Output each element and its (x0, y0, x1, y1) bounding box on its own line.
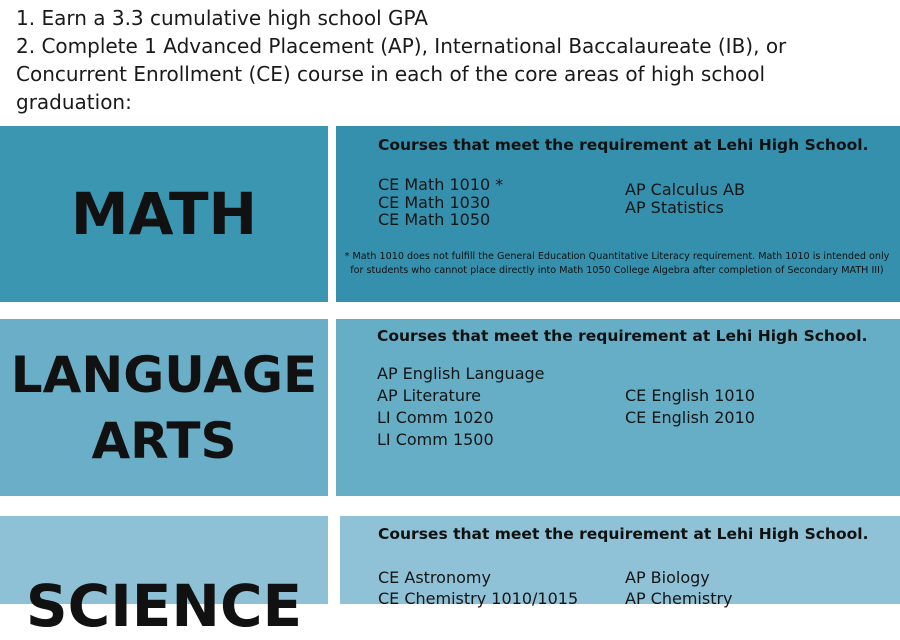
course-item: AP English Language (377, 364, 545, 383)
math-content-box (336, 126, 900, 302)
language-courses-right (625, 385, 755, 429)
math-courses-right (625, 181, 745, 216)
language-label-box (0, 319, 328, 496)
language-content-box (336, 319, 900, 496)
course-item: CE Math 1050 (378, 210, 491, 229)
course-item: CE Math 1010 * (378, 175, 504, 194)
course-item: CE English 1010 (625, 386, 755, 405)
language-heading: Courses that meet the requirement at Lehi High School. (377, 327, 868, 345)
language-label-line1: LANGUAGE (10, 345, 318, 404)
course-item: AP Calculus AB (625, 180, 745, 199)
course-item: AP Chemistry (625, 589, 733, 608)
requirement-2-end: graduation: (16, 90, 132, 114)
course-item: AP Biology (625, 568, 710, 587)
requirement-1: 1. Earn a 3.3 cumulative high school GPA (16, 6, 428, 30)
course-item: CE Chemistry 1010/1015 (378, 589, 579, 608)
course-item: LI Comm 1020 (377, 408, 494, 427)
math-label-box (0, 126, 328, 302)
math-heading: Courses that meet the requirement at Lehi High School. (378, 136, 869, 154)
language-courses-left (377, 363, 545, 451)
intro-text (16, 4, 886, 116)
course-item: LI Comm 1500 (377, 430, 494, 449)
math-label: MATH (70, 180, 258, 248)
language-label-line2: ARTS (91, 411, 237, 470)
math-courses-left (378, 176, 503, 229)
course-item: CE Math 1030 (378, 192, 491, 212)
course-item: AP Statistics (625, 197, 724, 217)
science-heading: Courses that meet the requirement at Lehi High School. (378, 525, 869, 543)
requirement-2-cont: Concurrent Enrollment (CE) course in each of the core areas of high school (16, 62, 766, 86)
course-item: AP Literature (377, 386, 482, 405)
requirement-2: 2. Complete 1 Advanced Placement (AP), International Baccalaureate (IB), or (16, 34, 787, 58)
science-content-box (340, 516, 900, 608)
course-item: CE English 2010 (625, 408, 755, 427)
science-courses-right (625, 567, 733, 609)
science-label: SCIENCE (25, 572, 303, 640)
science-label-box (0, 516, 328, 640)
science-courses-left (378, 567, 578, 609)
math-footnote: * Math 1010 does not fulfill the General Education Quantitative Literacy requirement. Math 1010 is intended only for students who cannot place directly into Math 1050 College Algebra after completion of Secondary MATH III) (344, 251, 890, 276)
course-item: CE Astronomy (378, 568, 491, 587)
